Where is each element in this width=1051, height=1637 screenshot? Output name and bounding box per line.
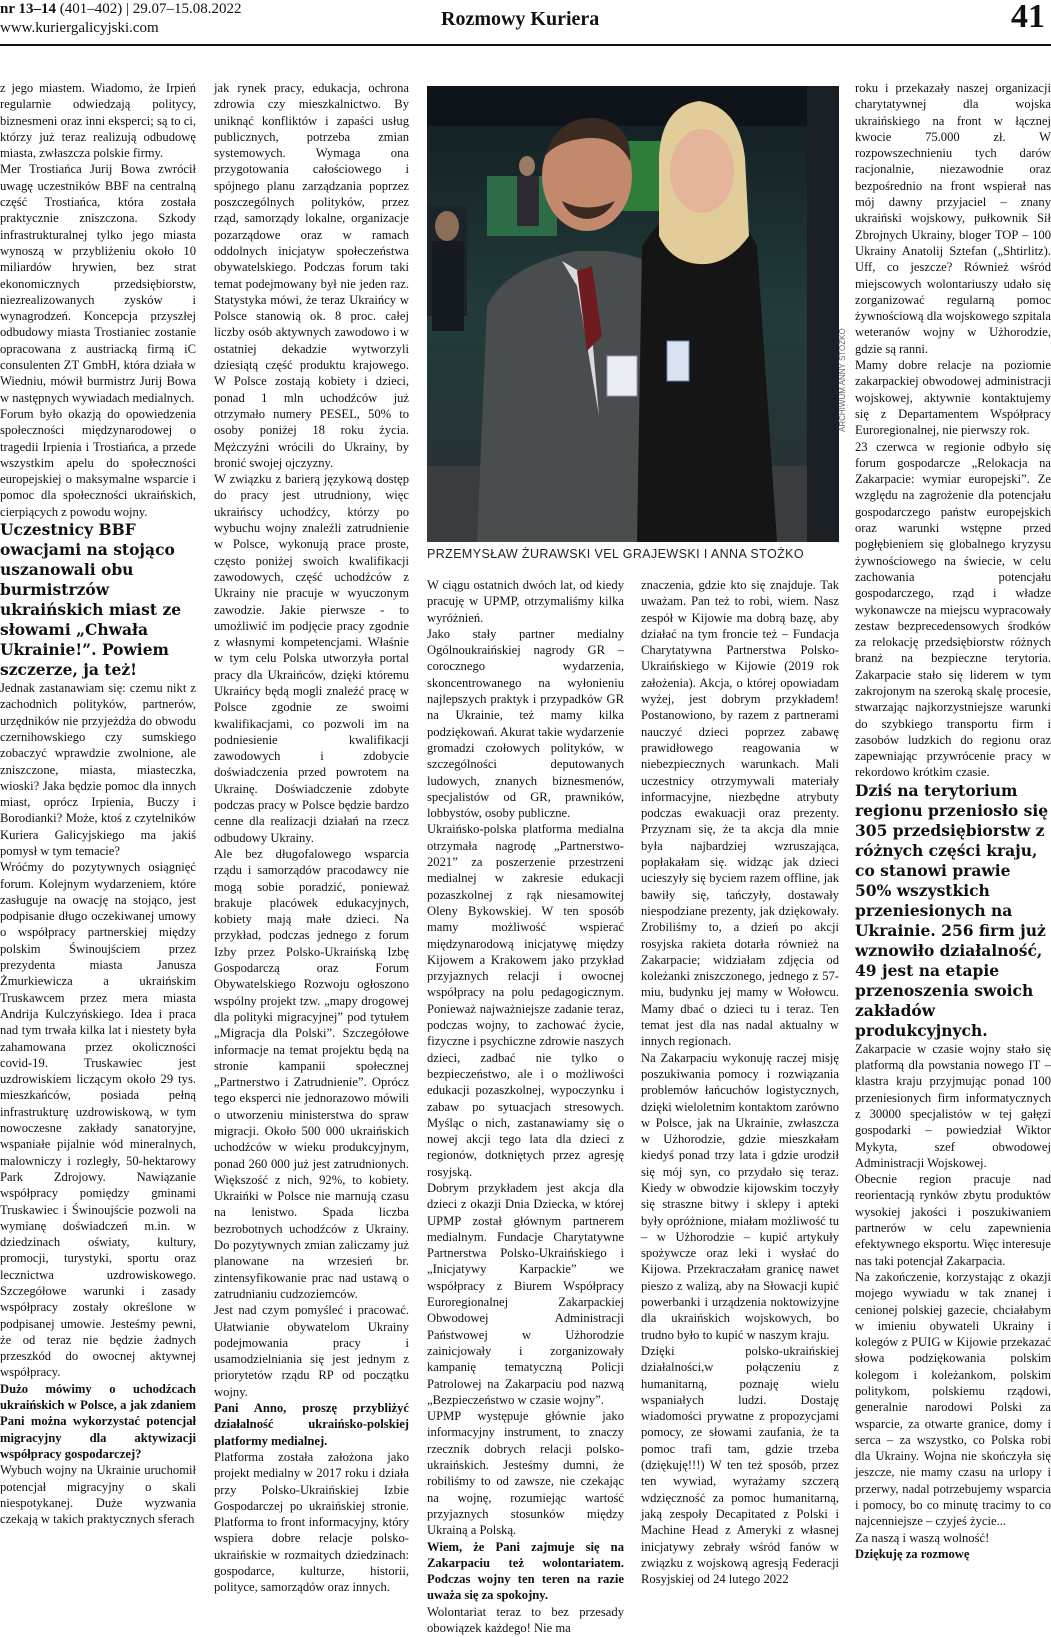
paragraph: Platforma została założona jako projekt medialny w 2017 roku i działa przy Polsko-Ukraińskiej Izbie Gospodarczej po ukraińskiej stronie. Platforma to front informacyjny, który wspiera dobre relacje polsko-ukraińskie w rozmaitych dziedzinach: gospodarce, kulturze, historii, polityce, samorządów oraz innych. bbox=[214, 1449, 409, 1595]
paragraph: Dobrym przykładem jest akcja dla dzieci z okazji Dnia Dziecka, w której UPMP został głównym partnerem medialnym. Fundacje Charytatywne Partnerstwa Polsko-Ukraińskiego i „Inicjatywy Karpackie” we współpracy z Biurem Współpracy Euroregionalnej Zakarpackiej Obwodowej Administracji Państwowej w Użhorodzie zainicjowały i zorganizowały kampanię tematyczną Policji Patrolowej na Zakarpaciu pod nazwą „Bezpieczeństwo w czasie wojny”. bbox=[427, 1180, 624, 1407]
paragraph: z jego miastem. Wiadomo, że Irpień regularnie odwiedzają politycy, biznesmeni oraz inni eksperci; są to ci, którzy już teraz realizują odbudowę miasta, zwłaszcza polskie firmy. bbox=[0, 81, 196, 161]
paragraph: Ukraińsko-polska platforma medialna otrzymała nagrodę „Partnerstwo-2021” za poszerzenie przestrzeni medialnej w zakresie edukacji pozaszkolnej z rąk niesamowitej Oleny Bykowskiej. W ten sposób mamy możliwość wspierać międzynarodową inicjatywę między Kijowem a Krakowem jako przykład przyjaznych relacji i owocnej współpracy na polu pedagogicznym. Ponieważ najważniejsze zadanie teraz, podczas wojny, to zachować życie, fizyczne i psychiczne zdrowie naszych dzieci, zadbać nie tylko o bezpieczeństwo, ale i o możliwości edukacji pozaszkolnej, wypoczynku i zabaw po sytuacjach stresowych. Myśląc o nich, zastanawiamy się o nowej akcji tego lata dla dzieci z regionów, dotkniętych przez agresję rosyjską. bbox=[427, 822, 624, 1179]
paragraph: Mamy dobre relacje na poziomie zakarpackiej obwodowej administracji wojskowej, aktywnie kontaktujemy się z Departamentem Współpracy Euroregionalnej, nie pierwszy rok. bbox=[855, 358, 1051, 438]
paragraph: Zakarpacie w czasie wojny stało się platformą dla powstania nowego IT – klastra kraju przyjmując ponad 100 przeniesionych firm informatycznych z 30000 specjalistów w tej gałęzi gospodarki – powiedział Wiktor Mykyta, szef obwodowej Administracji Wojskowej. bbox=[855, 1041, 1051, 1170]
photo-illustration bbox=[427, 86, 839, 542]
column-1 bbox=[0, 80, 196, 1527]
paragraph: Forum było okazją do opowiedzenia społeczności międzynarodowej o tragedii Irpienia i Trostiańca, a przede wszystkim apelu do społeczności europejskiej o maksymalne wsparcie i pomoc dla społeczności ukraińskich, cierpiących z powodu wojny. bbox=[0, 406, 196, 519]
paragraph: jak rynek pracy, edukacja, ochrona zdrowia czy mieszkalnictwo. By uniknąć konfliktów i zapaści usług publicznych, potrzeba zmian systemowych. Wymaga ona przygotowania całościowego i spójnego planu zarządzania poprzez poszczególnych polityków, przez rząd, samorządy lokalne, organizacje pozarządowe oraz w ramach oddolnych inicjatyw społeczeństwa obywatelskiego. Podczas forum taki temat podejmowany był nie jeden raz. Statystyka mówi, że teraz Ukraińcy w Polsce stanowią ok. 8 proc. całej liczby osób aktywnych zawodowo i w ostatniej dekadzie wytworzyli dziesiątą część produktu krajowego. W Polsce zostają kobiety i dzieci, ponad 1 mln uchodźców już otrzymało numery PESEL, 50% to osoby poniżej 18 roku życia. Mężczyźni wrócili do Ukrainy, by bronić swojej ojczyzny. bbox=[214, 81, 409, 470]
paragraph: Wróćmy do pozytywnych osiągnięć forum. Kolejnym wydarzeniem, które zasługuje na owację na stojąco, jest podpisanie długo oczekiwanej umowy o współpracy partnerskiej między polskim Świnoujściem przez prezydenta miasta Janusza Żmurkiewicza a ukraińskim Truskawcem przez mera miasta Andrija Kulczyńskiego. Idea i praca nad tym trwała kilka lat i niestety była zahamowana przez okoliczności covid-19. Truskawiec jest uzdrowiskiem liczącym około 29 tys. mieszkańców, posiada pełną infrastrukturę uzdrowiskową, w tym nowoczesne zakłady sanatoryjne, wspaniałe pijalnie wód mineralnych, malowniczy i rozległy, 50-hektarowy Park Zdrojowy. Nawiązanie współpracy pomiędzy gminami Truskawiec i Świnoujście pozwoli na wymianę doświadczeń m.in. w dziedzinach oświaty, kultury, promocji, turystyki, sportu oraz lecznictwa uzdrowiskowego. Szczegółowe warunki i zasady współpracy zostały określone w podpisanej umowie. Jesteśmy pewni, że od teraz nie będzie żadnych przeszkód do owocnej aktywnej współpracy. bbox=[0, 860, 196, 1380]
paragraph: Na zakończenie, korzystając z okazji mojego wywiadu w tak znanej i cenionej polskiej gazecie, chciałabym w imieniu obywateli Ukrainy i kolegów z PUIG w Kijowie przekazać słowa podziękowania polskim kolegom i koleżankom, polskim politykom, polskiemu rządowi, generalnie narodowi Polski za wsparcie, za otwarte granice, domy i serca – za wszystko, co Polska robi dla Ukrainy. Wojna nie skończyła się jeszcze, nie mamy czasu na urlopy i przerwy, nadal potrzebujemy wsparcia i pomocy, bo co minutę tracimy to co najcenniejsze – czyjeś życie... bbox=[855, 1269, 1051, 1529]
paragraph: Obecnie region pracuje nad reorientacją rynków zbytu produktów wysokiej jakości i poszukiwaniem partnerów w celu zapewnienia efektywnego eksportu. Więc interesuje nas taki potencjał Zakarpacia. bbox=[855, 1172, 1051, 1268]
paragraph: Mer Trostiańca Jurij Bowa zwrócił uwagę uczestników BBF na centralną część Trostiańca, która została praktycznie zniszczona. Szkody infrastrukturalnej tylko jego miasta wynoszą w przybliżeniu około 10 miliardów hrywien, bez strat ekonomicznych przedsiębiorstw, niezrealizowanych zysków i wynagrodzeń. Koncepcja przyszłej odbudowy miasta Trostianiec zostanie opracowana z austriacką firmą iC consulenten ZT GmbH, która działa w Wiedniu, mówił burmistrz Jurij Bowa w następnych wywiadach medialnych. bbox=[0, 162, 196, 405]
paragraph: Jest nad czym pomyśleć i pracować. Ułatwianie obywatelom Ukrainy podejmowania pracy i usamodzielniania się jest jednym z priorytetów rządu RP od początku wojny. bbox=[214, 1303, 409, 1399]
column-2 bbox=[214, 80, 409, 1596]
photo-caption: PRZEMYSŁAW ŻURAWSKI VEL GRAJEWSKI I ANNA STOŻKO bbox=[427, 547, 804, 561]
issue-number: nr 13–14 bbox=[0, 1, 56, 17]
paragraph: Na Zakarpaciu wykonuję raczej misję poszukiwania pomocy i rozwiązania problemów łańcuchów logistycznych, dzięki wieloletnim kontaktom zarówno w Polsce, jak na Ukrainie, zwłaszcza w Użhorodzie, gdzie mieszkałam kiedyś ponad trzy lata i gdzie urodził się mój syn, co przydało się teraz. Kiedy w obwodzie kijowskim toczyły się straszne bitwy i sklepy i apteki były opróżnione, miałam możliwość tu – w Użhorodzie – kupić artykuły spożywcze oraz leki i wysłać do Kijowa. Przekraczałam granicę nawet pieszo z walizą, aby na Słowacji kupić powerbanki i urządzenia noktowizyjne dla ukraińskich wojskowych, bo trudno było to kupić w naszym kraju. bbox=[641, 1050, 839, 1342]
pull-quote: Dziś na terytorium regionu przeniosło się 305 przedsiębiorstw z różnych części kraju, co stanowi prawie 50% wszystkich przeniesionych na Ukrainie. 256 firm już wznowiło działalność, 49 jest na etapie przenoszenia swoich zakładów produkcyjnych. bbox=[855, 780, 1049, 1040]
pull-quote: Uczestnicy BBF owacjami na stojąco uszanowali obu burmistrzów ukraińskich miast ze słowami „Chwała Ukrainie!”. Powiem szczerze, ja też! bbox=[0, 520, 182, 680]
paragraph: roku i przekazały naszej organizacji charytatywnej dla wojska ukraińskiego na front w łącznej kwocie 75.000 zł. W rozpowszechnieniu tych darów racjonalnie, niezawodnie oraz bezpośrednio na front wspierał nas mój dawny przyjaciel – znany ukraiński wojskowy, pułkownik Sił Zbrojnych Ukrainy, bloger TOP – 100 Ukrainy Anatolij Sztefan („Shtirlitz). Uff, co jeszcze? Również wśród miejscowych wolontariuszy udało się zorganizować regularną pomoc żywnościową dla wojskowego szpitala weteranów wojny w Użhorodzie, gdzie są ranni. bbox=[855, 81, 1051, 356]
paragraph: W ciągu ostatnich dwóch lat, od kiedy pracuję w UPMP, otrzymaliśmy kilka wyróżnień. bbox=[427, 578, 624, 625]
paragraph: Dzięki polsko-ukraińskiej działalności,w połączeniu z humanitarną, poznaję wielu wspaniałych ludzi. Dostaję wiadomości prywatne z propozycjami pomocy, ze słowami zaufania, że ta pomoc trafi tam, gdzie trzeba (dziękuję!!!) W ten też sposób, przez ten wywiad, wyrażamy szczerą wdzięczność za pomoc humanitarną, jaką zespoły Decapitated z Polski i Machine Head z Ameryki z własnej inicjatywy zebrały wśród fanów w związku z wojskową agresją Federacji Rosyjskiej od 24 lutego 2022 bbox=[641, 1343, 839, 1587]
paragraph: znaczenia, gdzie kto się znajduje. Tak uważam. Pan też to robi, wiem. Nasz zespół w Kijowie ma dobrą bazę, aby działać na tym froncie też – Fundacja Charytatywna Partnerstwa Polsko-Ukraińskiego w Kijowie (2019 rok założenia). Akcja, o której opowiadam wyżej, jest dobrym przykładem! Postanowiono, by razem z partnerami nauczyć dzieci poprzez zabawę prawidłowego reagowania w niebezpiecznych warunkach. Mali uczestnicy otrzymywali materiały informacyjne, niezbędne atrybuty podczas ewakuacji oraz prezenty. Przyznam się, że ta akcja dla mnie była najbardziej wzruszająca, popłakałam się. widząc jak dzieci ucieszyły się byciem razem offline, jak bawiły się, tańczyły, dostawały niespodziane prezenty, jak dziękowały. Zrobiliśmy to, a dzień po akcji rosyjska rakieta dotarła również na Zakarpacie; widziałam zdjęcia od koleżanki zniszczonego, jednego z 57-miu, budynku jej mamy w Wołowcu. Mamy dbać o dzieci tu i teraz. Ten temat jest dla nas nadal aktualny w innych regionach. bbox=[641, 578, 839, 1049]
paragraph: W związku z barierą językową dostęp do pracy jest utrudniony, więc ukraińscy uchodźcy, którzy po wybuchu wojny znaleźli zatrudnienie w Polsce, wykonują prace proste, często poniżej swoich kwalifikacji zawodowych, część uchodźców z Ukrainy nie pracuje w wyuczonym zawodzie. Jakie pierwsze - to umożliwić im podjęcie pracy zgodnie z własnymi kompetencjami. Właśnie w tym celu Polska utworzyła portal pracy dla Ukraińców, dzięki któremu Ukraińcy będą mogli znaleźć pracę w Polsce zgodnie ze swoimi kwalifikacjami, co pozwoli im na podniesienie kwalifikacji zawodowych i zdobycie doświadczenia przed powrotem na Ukrainę. Doświadczenie zdobyte podczas pracy w Polsce będzie bardzo cenne dla realizacji działań na rzecz odbudowy Ukrainy. bbox=[214, 472, 409, 845]
paragraph: Za naszą i waszą wolność! bbox=[855, 1530, 990, 1545]
interview-question: Dużo mówimy o uchodźcach ukraińskich w Polsce, a jak zdaniem Pani można wykorzystać potencjał migracyjny dla aktywizacji współpracy gospodarczej? bbox=[0, 1381, 196, 1461]
paragraph: Wybuch wojny na Ukrainie uruchomił potencjał migracyjny o skali niespotykanej. Duże wyzwania czekają w takich praktycznych sferach bbox=[0, 1463, 196, 1527]
column-5 bbox=[855, 80, 1051, 1562]
paragraph: Ale bez długofalowego wsparcia rządu i samorządów pracodawcy nie mogą sobie poradzić, ponieważ brakuje placówek edukacyjnych, kobiety mają małe dzieci. Na przykład, podczas jednego z forum Izby przez Polsko-Ukraińską Izbę Gospodarczą oraz Forum Obywatelskiego Rozwoju ogłoszono wspólny projekt tzw. „mapy drogowej dla polityki migracyjnej” pod tytułem „Migracja dla Polski”. Szczegółowe informacje na temat projektu będą na stronie kampanii społecznej „Partnerstwo i Zatrudnienie”. Oprócz tego eksperci nie jednorazowo mówili o utworzeniu ministerstwa do spraw migracji. Około 500 000 ukraińskich uchodźców w wieku produkcyjnym, ponad 260 000 już jest zatrudnionych. Większość z nich, 92%, to kobiety. Ukraińki w Polsce nie marnują czasu na lenistwo. Spada liczba bezrobotnych uchodźców z Ukrainy. Do pozytywnych zmian zaliczamy już planowane na wrzesień br. zintensyfikowanie prac nad ustawą o zatrudnianiu cudzoziemców. bbox=[214, 846, 409, 1301]
column-4 bbox=[641, 577, 839, 1587]
paragraph: Jako stały partner medialny Ogólnoukraińskiej nagrody GR – corocznego wydarzenia, skoncentrowanego na wyłonieniu najlepszych praktyk i przypadków GR na Ukrainie, też mamy kilka podziękowań. Akurat takie wydarzenie gromadzi czołowych polityków, w szczególności deputowanych ludowych, znanych biznesmenów, specjalistów od GR, prawników, lobbystów, osoby publiczne. bbox=[427, 626, 624, 821]
column-3 bbox=[427, 577, 624, 1636]
interview-question: Pani Anno, proszę przybliżyć działalność ukraińsko-polskiej platformy medialnej. bbox=[214, 1401, 409, 1448]
issue-info: nr 13–14 (401–402) | 29.07–15.08.2022 www.kuriergalicyjski.com bbox=[0, 1, 242, 36]
paragraph: 23 czerwca w regionie odbyło się forum gospodarcze „Relokacja na Zakarpacie: wymiar europejski”. Ze względu na zagrożenie dla potencjału gospodarczego państw europejskich oraz warunki wstępne przed pogłębieniem się globalnego kryzysu żywnościowego na świecie, w celu zachowania potencjału gospodarczego, rząd i władze wykonawcze na miejscu wypracowały zestaw bezprecedensowych środków za relokację przedsiębiorstw różnych branż na bezpieczne terytoria. Zakarpacie stało się liderem w tym zakrojonym na szeroką skalę procesie, stwarzając najkorzystniejsze warunki do szybkiego transportu firm i zasobów ludzkich do regionu oraz zapewniając przywrócenie pracy w rekordowo krótkim czasie. bbox=[855, 439, 1051, 780]
interview-question: Wiem, że Pani zajmuje się na Zakarpaciu też wolontariatem. Podczas wojny ten teren na razie uważa się za spokojny. bbox=[427, 1539, 624, 1603]
paragraph: Wolontariat teraz to bez przesady obowiązek każdego! Nie ma bbox=[427, 1604, 624, 1635]
article-photo bbox=[427, 86, 839, 542]
photo-credit: ARCHIWUM ANNY STOŻKO bbox=[838, 328, 847, 432]
page-header bbox=[0, 0, 1051, 46]
section-title: Rozmowy Kuriera bbox=[441, 8, 600, 30]
closing-remark: Dziękuję za rozmowę bbox=[855, 1546, 970, 1561]
paragraph: UPMP występuje głównie jako informacyjny instrument, to znaczy rzecznik dobrych relacji polsko-ukraińskich. Jesteśmy dumni, że robiliśmy to od zawsze, nie czekając na wojnę, rozumiejąc wartość przyjaznych stosunków między Ukrainą a Polską. bbox=[427, 1409, 624, 1538]
website-link[interactable]: www.kuriergalicyjski.com bbox=[0, 20, 159, 36]
paragraph: Jednak zastanawiam się: czemu nikt z zachodnich polityków, partnerów, urzędników nie przyjeżdża do obwodu czernihowskiego czy sumskiego zobaczyć wprawdzie zwolnione, ale zniszczone, miasta, miasteczka, wioski? Jaka będzie pomoc dla innych miast, oprócz Irpienia, Buczy i Borodianki? Może, ktoś z czytelników Kuriera Galicyjskiego ma jakiś pomysł w tym temacie? bbox=[0, 681, 196, 858]
issue-dates: 29.07–15.08.2022 bbox=[132, 1, 242, 17]
issue-numbers: (401–402) bbox=[59, 1, 123, 17]
page-number: 41 bbox=[1011, 0, 1045, 35]
